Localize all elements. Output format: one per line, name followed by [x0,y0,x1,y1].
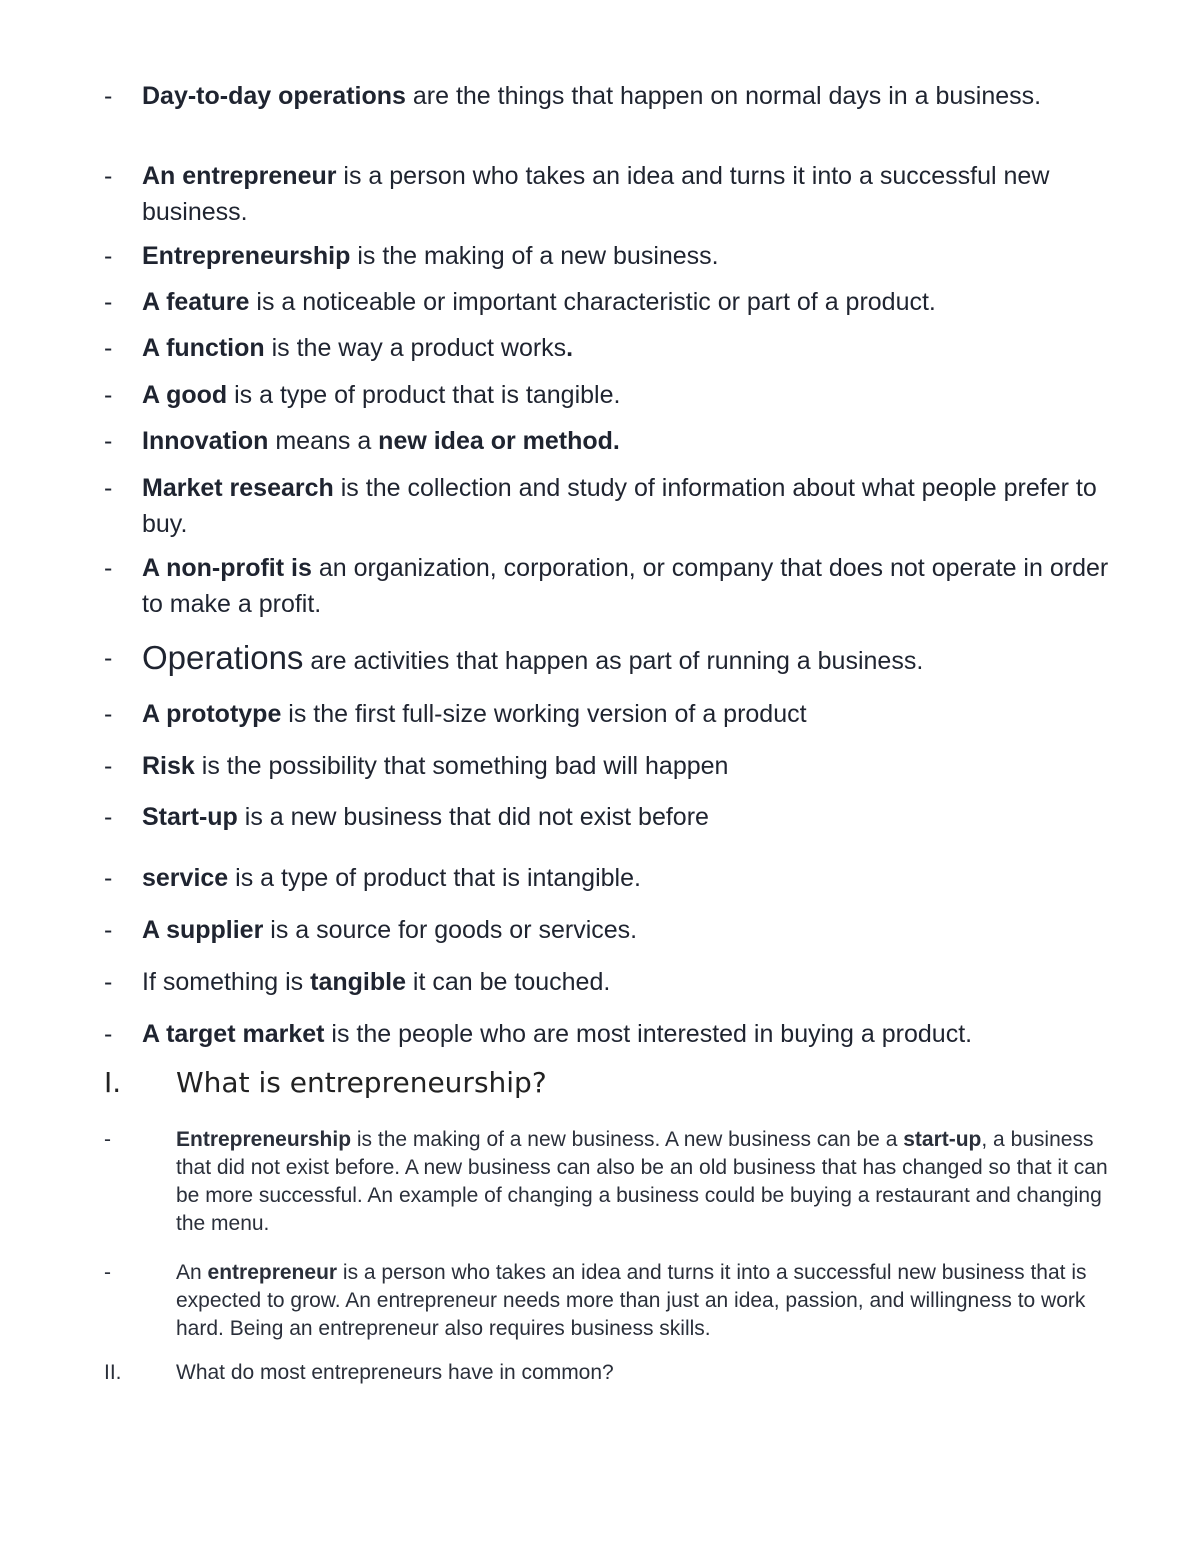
bullet-dash: - [104,334,113,362]
list-item [104,158,1114,230]
term-definition: means a [268,427,379,455]
bullet-dash: - [104,1128,111,1151]
bullet-dash: - [104,1020,113,1048]
list-item [104,377,1114,413]
list-item [104,964,1114,1000]
bullet-dash: - [104,916,113,944]
bullet-dash: - [104,968,113,996]
term-bold: Day-to-day operations [142,82,406,110]
bullet-dash: - [104,82,113,110]
bullet-dash: - [104,700,113,728]
term-definition: is the way a product works [264,334,567,362]
paragraph-text: is a person who takes an idea and turns it into a successful new business that is expected to grow. An entrepreneur needs more than just an idea, passion, and willingness to work hard. Being an entrepreneur also requires business skills. [176,1261,1087,1340]
list-item [104,1016,1114,1052]
paragraph-bold: entrepreneur [207,1261,338,1284]
term-bold: A non-profit is [142,554,312,582]
term-definition: is the possibility that something bad will happen [194,752,729,780]
paragraph [104,1259,1134,1343]
list-item [104,912,1114,948]
list-item [104,78,1114,114]
term-definition: is the collection and study of information about what people prefer to buy. [142,474,1097,538]
bullet-dash: - [104,474,113,502]
term-bold: A good [142,381,228,409]
paragraph-text: is the making of a new business. A new business can be a [351,1128,904,1151]
term-bold: A prototype [142,700,282,728]
section-heading [104,1359,1104,1387]
bullet-dash: - [104,1261,111,1284]
list-item [104,470,1114,542]
term-definition: is a type of product that is tangible. [227,381,621,409]
term-prefix: If something is [142,968,311,996]
term-definition: is a noticeable or important characteristic or part of a product. [249,288,936,316]
bullet-dash: - [104,554,113,582]
list-item [104,748,1114,784]
term-bold: tangible [310,968,406,996]
list-item [104,799,1114,835]
section-title: What do most entrepreneurs have in common? [176,1361,614,1384]
bullet-dash: - [104,752,113,780]
term-definition: is a new business that did not exist before [237,803,709,831]
section-heading [104,1065,1104,1101]
term-bold: A feature [142,288,250,316]
list-item [104,640,1114,679]
term-bold: A supplier [142,916,264,944]
list-item [104,330,1114,366]
term-bold: service [142,864,229,892]
term-definition: it can be touched. [405,968,611,996]
paragraph-text: An [176,1261,208,1284]
paragraph-bold: Entrepreneurship [176,1128,352,1151]
term-tail-bold: new idea or method. [378,427,620,455]
term-definition: is the first full-size working version of a product [281,700,807,728]
list-item [104,696,1114,732]
term-bold: Risk [142,752,195,780]
paragraph-bold: start-up [903,1128,982,1151]
term-large: Operations [142,639,304,676]
list-item [104,550,1114,622]
bullet-dash: - [104,427,113,455]
term-bold: Start-up [142,803,238,831]
bullet-dash: - [104,162,113,190]
bullet-dash: - [104,803,113,831]
list-item [104,284,1114,320]
term-definition: is the people who are most interested in buying a product. [324,1020,973,1048]
term-definition: is the making of a new business. [350,242,719,270]
bullet-dash: - [104,644,113,672]
term-bold: A function [142,334,265,362]
term-definition: is a source for goods or services. [263,916,638,944]
term-bold: An entrepreneur [142,162,337,190]
list-item [104,238,1114,274]
section-number: II. [104,1361,122,1384]
term-definition: are activities that happen as part of running a business. [303,647,924,675]
section-number: I. [104,1066,122,1099]
paragraph-text: , a business that did not exist before. A new business can also be an old business that has changed so that it can be more successful. An example of changing a business could be buying a restaurant and changing the menu. [176,1128,1108,1235]
list-item [104,860,1114,896]
section-title: What is entrepreneurship? [176,1066,547,1099]
term-tail-bold: . [566,334,574,362]
term-definition: is a type of product that is intangible. [228,864,641,892]
bullet-dash: - [104,288,113,316]
bullet-dash: - [104,864,113,892]
term-bold: A target market [142,1020,325,1048]
term-definition: an organization, corporation, or company that does not operate in order to make a profit. [142,554,1109,618]
term-definition: is a person who takes an idea and turns it into a successful new business. [142,162,1050,226]
bullet-dash: - [104,381,113,409]
term-bold: Innovation [142,427,269,455]
bullet-dash: - [104,242,113,270]
list-item [104,423,1114,459]
term-bold: Entrepreneurship [142,242,351,270]
term-bold: Market research [142,474,334,502]
term-definition: are the things that happen on normal days in a business. [405,82,1042,110]
paragraph [104,1126,1134,1238]
